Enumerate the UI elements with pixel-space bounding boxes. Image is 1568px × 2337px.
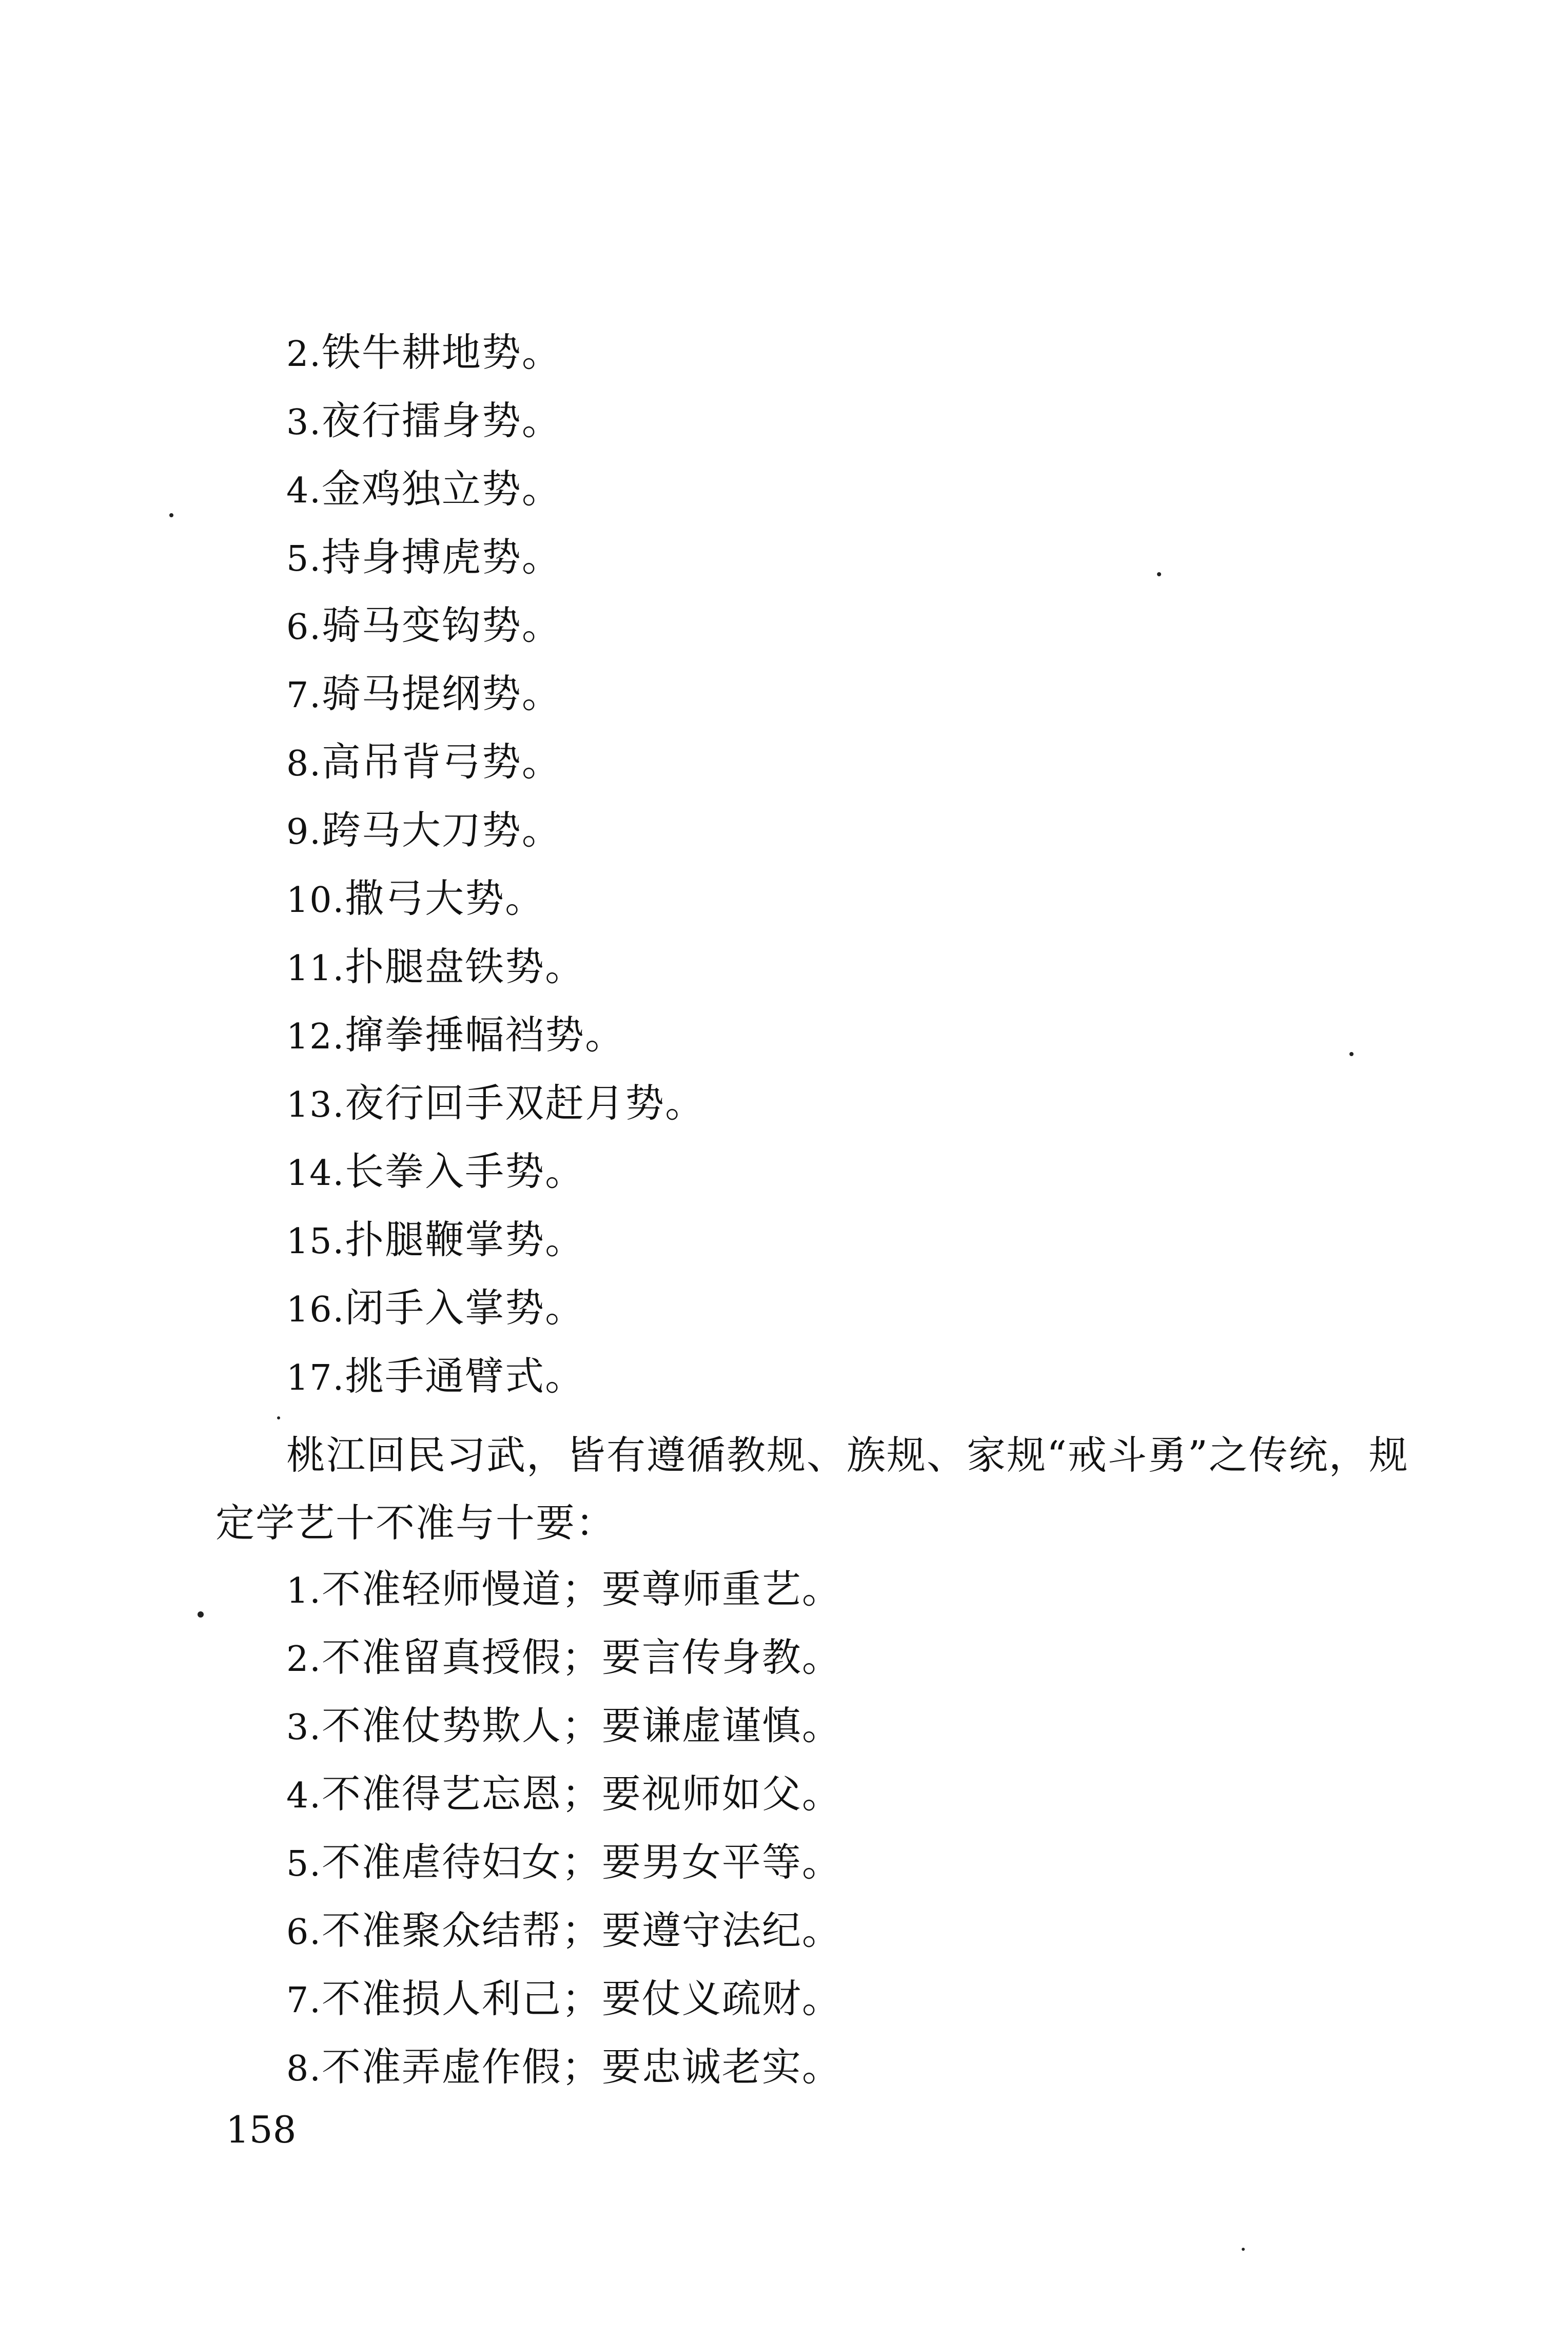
page-number: 158: [226, 2108, 297, 2151]
item-number: 8.: [286, 2049, 322, 2089]
list-item: [286, 659, 705, 728]
list-item: [286, 1896, 842, 1964]
item-text: 夜行回手双赶月势。: [345, 1080, 705, 1126]
item-text: 撺拳捶幅裆势。: [345, 1012, 625, 1058]
list-item: [286, 1691, 842, 1760]
item-number: 16.: [286, 1290, 345, 1330]
item-text: 不准虐待妇女；要男女平等。: [321, 1839, 842, 1885]
item-text: 高吊背弓势。: [321, 739, 562, 785]
item-text: 骑马变钩势。: [321, 602, 562, 648]
item-number: 5.: [286, 1844, 322, 1884]
list-item: [286, 523, 705, 591]
list-item: [286, 318, 705, 386]
item-text: 扑腿鞭掌势。: [345, 1217, 585, 1262]
item-text: 不准留真授假；要言传身教。: [321, 1634, 842, 1680]
item-number: 2.: [286, 1639, 322, 1680]
item-text: 长拳入手势。: [345, 1148, 585, 1194]
list-item: [286, 1555, 842, 1623]
item-text: 撒弓大势。: [345, 875, 545, 921]
item-number: 8.: [286, 744, 322, 784]
item-text: 闭手入掌势。: [345, 1285, 585, 1331]
stance-list: [286, 318, 705, 1410]
scan-speck: [198, 1611, 204, 1618]
item-number: 13.: [286, 1085, 345, 1125]
list-item: [286, 1069, 705, 1137]
item-number: 15.: [286, 1221, 345, 1262]
list-item: [286, 386, 705, 455]
list-item: [286, 1274, 705, 1342]
list-item: [286, 2033, 842, 2101]
item-text: 不准仗势欺人；要谦虚谨慎。: [321, 1703, 842, 1748]
item-text: 铁牛耕地势。: [321, 329, 562, 375]
item-text: 扑腿盘铁势。: [345, 944, 585, 989]
item-number: 3.: [286, 1707, 322, 1748]
item-number: 9.: [286, 812, 322, 852]
item-text: 不准轻师慢道；要尊师重艺。: [321, 1566, 842, 1612]
scan-speck: [1157, 572, 1161, 576]
item-number: 10.: [286, 880, 345, 921]
item-text: 骑马提纲势。: [321, 671, 562, 716]
scan-speck: [1349, 1052, 1354, 1056]
body-paragraph: 桃江回民习武，皆有遵循教规、族规、家规“戒斗勇”之传统，规定学艺十不准与十要：: [215, 1432, 1409, 1546]
item-number: 7.: [286, 1980, 322, 2021]
item-text: 挑手通臂式。: [345, 1353, 585, 1399]
list-item: [286, 591, 705, 659]
item-text: 持身搏虎势。: [321, 534, 562, 580]
item-number: 4.: [286, 471, 322, 511]
list-item: [286, 932, 705, 1001]
item-text: 金鸡独立势。: [321, 466, 562, 512]
list-item: [286, 1828, 842, 1896]
item-number: 3.: [286, 402, 322, 443]
item-number: 17.: [286, 1358, 345, 1398]
scan-speck: [277, 1416, 280, 1419]
rules-list: [286, 1555, 842, 2101]
item-number: 4.: [286, 1776, 322, 1816]
list-item: [286, 728, 705, 796]
item-text: 不准得艺忘恩；要视师如父。: [321, 1771, 842, 1817]
item-text: 不准弄虚作假；要忠诚老实。: [321, 2044, 842, 2090]
list-item: [286, 1623, 842, 1691]
list-item: [286, 1760, 842, 1828]
list-item: [286, 864, 705, 932]
scan-speck: [1242, 2248, 1245, 2251]
item-text: 跨马大刀势。: [321, 807, 562, 853]
scan-speck: [169, 513, 173, 517]
item-number: 2.: [286, 334, 322, 375]
list-item: [286, 1137, 705, 1205]
item-number: 14.: [286, 1153, 345, 1194]
item-number: 5.: [286, 539, 322, 579]
list-item: [286, 455, 705, 523]
item-text: 夜行擂身势。: [321, 398, 562, 443]
item-text: 不准聚众结帮；要遵守法纪。: [321, 1907, 842, 1953]
item-number: 12.: [286, 1017, 345, 1057]
list-item: [286, 1964, 842, 2033]
item-number: 6.: [286, 607, 322, 648]
list-item: [286, 1342, 705, 1410]
list-item: [286, 796, 705, 864]
item-number: 6.: [286, 1912, 322, 1953]
list-item: [286, 1205, 705, 1274]
item-number: 11.: [286, 948, 345, 989]
item-number: 1.: [286, 1571, 322, 1611]
item-text: 不准损人利己；要仗义疏财。: [321, 1976, 842, 2021]
list-item: [286, 1001, 705, 1069]
item-number: 7.: [286, 675, 322, 716]
